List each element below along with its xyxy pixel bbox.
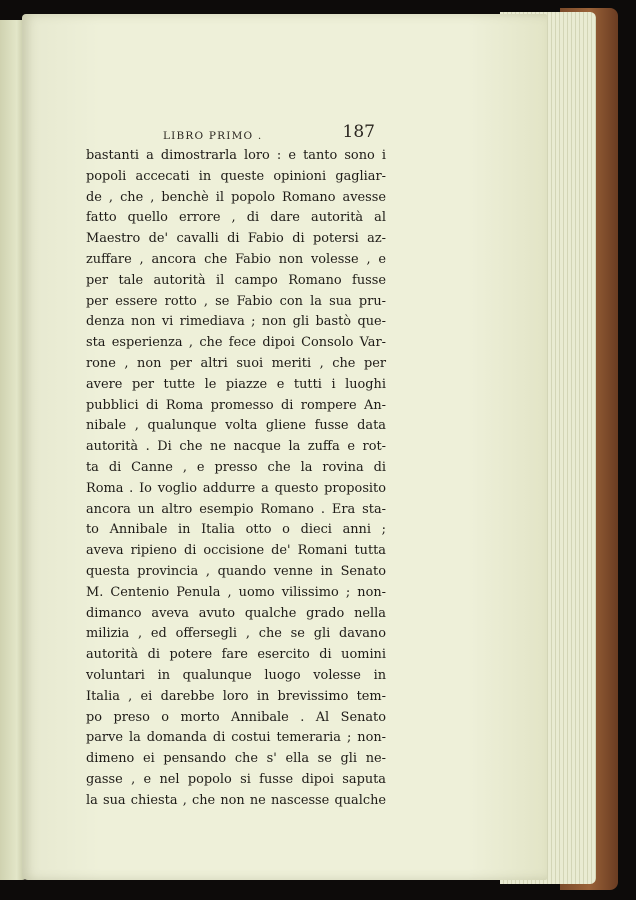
text-line: rone , non per altri suoi meriti , che per bbox=[86, 355, 386, 371]
text-line: pubblici di Roma promesso di rompere An- bbox=[86, 397, 386, 413]
text-line: fatto quello errore , di dare autorità al bbox=[86, 210, 386, 226]
text-line: la sua chiesta , che non ne nascesse qualche bbox=[86, 792, 386, 808]
text-line: dimeno ei pensando che s' ella se gli ne- bbox=[86, 751, 386, 767]
text-line: popoli accecati in queste opinioni gagliar- bbox=[86, 168, 386, 184]
text-line: bastanti a dimostrarla loro : e tanto sono i bbox=[86, 148, 386, 163]
running-title: LIBRO PRIMO . bbox=[163, 130, 263, 142]
text-line: M. Centenio Penula , uomo vilissimo ; non- bbox=[86, 584, 386, 600]
text-line: autorità . Di che ne nacque la zuffa e rot- bbox=[86, 439, 386, 455]
page-header bbox=[163, 122, 375, 146]
text-line: parve la domanda di costui temeraria ; non- bbox=[86, 730, 386, 746]
text-line: questa provincia , quando venne in Senato bbox=[86, 563, 386, 579]
text-line: per tale autorità il campo Romano fusse bbox=[86, 272, 386, 288]
text-line: Maestro de' cavalli di Fabio di potersi az- bbox=[86, 231, 386, 247]
text-line: de , che , benchè il popolo Romano avesse bbox=[86, 189, 386, 205]
text-line: Roma . Io voglio addurre a questo proposito bbox=[86, 480, 386, 496]
text-line: aveva ripieno di occisione de' Romani tutta bbox=[86, 543, 386, 559]
text-line: sta esperienza , che fece dipoi Consolo Var- bbox=[86, 335, 386, 351]
text-line: voluntari in qualunque luogo volesse in bbox=[86, 667, 386, 683]
text-line: gasse , e nel popolo si fusse dipoi saputa bbox=[86, 771, 386, 787]
text-line: to Annibale in Italia otto o dieci anni ; bbox=[86, 522, 386, 538]
text-line: dimanco aveva avuto qualche grado nella bbox=[86, 605, 386, 621]
text-line: nibale , qualunque volta gliene fusse data bbox=[86, 418, 386, 434]
text-line: per essere rotto , se Fabio con la sua pru- bbox=[86, 293, 386, 309]
body-text bbox=[86, 146, 386, 812]
text-line: zuffare , ancora che Fabio non volesse , e bbox=[86, 251, 386, 267]
text-line: po preso o morto Annibale . Al Senato bbox=[86, 709, 386, 725]
text-line: milizia , ed offersegli , che se gli davano bbox=[86, 626, 386, 642]
text-line: avere per tutte le piazze e tutti i luoghi bbox=[86, 376, 386, 392]
text-line: autorità di potere fare esercito di uomini bbox=[86, 647, 386, 663]
page-number: 187 bbox=[342, 122, 375, 142]
text-line: denza non vi rimediava ; non gli bastò que- bbox=[86, 314, 386, 330]
text-line: ta di Canne , e presso che la rovina di bbox=[86, 459, 386, 475]
text-line: ancora un altro esempio Romano . Era sta- bbox=[86, 501, 386, 517]
text-line: Italia , ei darebbe loro in brevissimo tem- bbox=[86, 688, 386, 704]
